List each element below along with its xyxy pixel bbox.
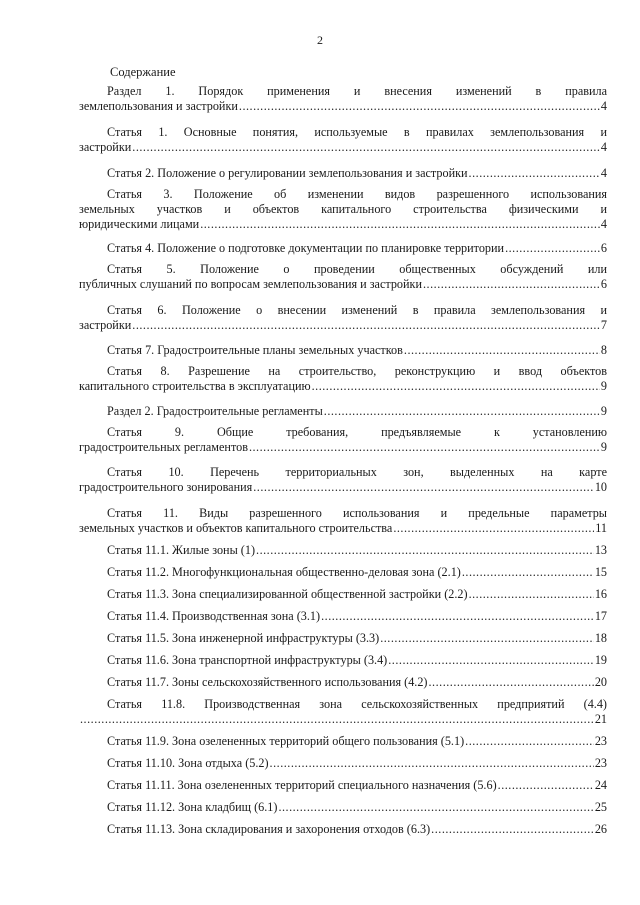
toc-entry-text: капитального строительства в эксплуатацию (79, 379, 311, 394)
dot-leader (256, 543, 594, 558)
toc-page-number: 19 (594, 653, 607, 667)
toc-title: Содержание (110, 65, 176, 79)
toc-page-number: 23 (594, 734, 607, 748)
toc-entry[interactable] (79, 262, 607, 292)
toc-page-number: 17 (594, 609, 607, 623)
toc-entry-text: Статья 11.1. Жилые зоны (1) (107, 543, 256, 557)
toc-entry[interactable] (79, 800, 607, 815)
toc-entry-text: Статья 11.5. Зона инженерной инфраструктуры (3.3) (107, 631, 380, 645)
toc-page-number: 26 (594, 822, 607, 836)
dot-leader (388, 653, 594, 668)
toc-page-number: 23 (594, 756, 607, 770)
toc-entry[interactable] (79, 609, 607, 624)
toc-page-number: 18 (594, 631, 607, 645)
dot-leader (380, 631, 594, 646)
toc-entry-text: Статья 11.3. Зона специализированной общественной застройки (2.2) (107, 587, 468, 601)
toc-entry-text: градостроительного зонирования (79, 480, 253, 495)
dot-leader (312, 379, 600, 394)
dot-leader (239, 99, 600, 114)
toc-page-number: 10 (594, 480, 607, 495)
toc-entry-text: Статья 11.7. Зоны сельскохозяйственного использования (4.2) (107, 675, 428, 689)
toc-entry-text: публичных слушаний по вопросам землепользования и застройки (79, 277, 422, 292)
toc-entry-text: Статья 3. Положение об изменении видов разрешенного использования (107, 187, 607, 201)
toc-entry-text: Статья 11.4. Производственная зона (3.1) (107, 609, 321, 623)
dot-leader (270, 756, 594, 771)
toc-page-number: 6 (600, 277, 607, 292)
toc-entry[interactable] (79, 822, 607, 837)
toc-page-number: 9 (600, 379, 607, 394)
page-number: 2 (317, 33, 323, 47)
toc-page-number: 11 (595, 521, 607, 536)
dot-leader (469, 166, 600, 181)
toc-entry-text: юридическими лицами (79, 217, 200, 232)
toc-entry[interactable] (79, 543, 607, 558)
toc-page-number: 13 (594, 543, 607, 557)
toc-entry[interactable] (79, 697, 607, 727)
toc-page-number: 24 (594, 778, 607, 792)
toc-page-number: 21 (594, 712, 607, 727)
toc-entry[interactable] (79, 506, 607, 536)
toc-entry-text: застройки (79, 318, 132, 333)
toc-entry-text: Статья 11.2. Многофункциональная общественно-деловая зона (2.1) (107, 565, 461, 579)
toc-entry-text: земельных участков и объектов капитального строительства физическими и (79, 202, 607, 217)
toc-entry[interactable] (79, 565, 607, 580)
dot-leader (278, 800, 593, 815)
toc-entry-text: земельных участков и объектов капитального строительства (79, 521, 393, 536)
toc-page-number: 25 (594, 800, 607, 814)
toc-entry[interactable] (79, 125, 607, 155)
toc-entry[interactable] (79, 778, 607, 793)
toc-entry-text: Статья 11.10. Зона отдыха (5.2) (107, 756, 269, 770)
toc-page-number: 4 (600, 217, 607, 232)
dot-leader (249, 440, 600, 455)
toc-page-number: 4 (600, 140, 607, 155)
toc-entry-text: Статья 11. Виды разрешенного использования и предельные параметры (107, 506, 607, 520)
toc-entry[interactable] (79, 675, 607, 690)
toc-entry[interactable] (79, 756, 607, 771)
toc-entry[interactable] (79, 404, 607, 419)
dot-leader (462, 565, 594, 580)
toc-entry[interactable] (79, 653, 607, 668)
toc-entry[interactable] (79, 465, 607, 495)
toc-page-number: 15 (594, 565, 607, 579)
dot-leader (431, 822, 594, 837)
toc-entry[interactable] (79, 364, 607, 394)
dot-leader (498, 778, 594, 793)
toc-entry-text: Статья 5. Положение о проведении общественных обсуждений или (107, 262, 607, 276)
toc-entry[interactable] (79, 303, 607, 333)
dot-leader (393, 521, 594, 536)
dot-leader (324, 404, 600, 419)
toc-page-number: 9 (600, 440, 607, 455)
toc-page-number: 20 (594, 675, 607, 689)
dot-leader (465, 734, 594, 749)
toc-entry-text: застройки (79, 140, 132, 155)
toc-entry[interactable] (79, 166, 607, 181)
toc-entry-text: Статья 11.13. Зона складирования и захоронения отходов (6.3) (107, 822, 431, 836)
dot-leader (423, 277, 600, 292)
dot-leader (132, 140, 600, 155)
toc-entry[interactable] (79, 343, 607, 358)
toc-entry[interactable] (79, 187, 607, 233)
dot-leader (321, 609, 594, 624)
toc-entry-text: Статья 11.9. Зона озелененных территорий общего пользования (5.1) (107, 734, 465, 748)
toc-entry-text: Статья 8. Разрешение на строительство, реконструкцию и ввод объектов (107, 364, 607, 378)
toc-entry-text: Раздел 1. Порядок применения и внесения изменений в правила (107, 84, 607, 98)
toc-page-number: 4 (600, 166, 607, 180)
dot-leader (253, 480, 594, 495)
dot-leader (132, 318, 600, 333)
toc-entry[interactable] (79, 84, 607, 114)
toc-page-number: 7 (600, 318, 607, 333)
toc-entry[interactable] (79, 241, 607, 256)
toc-entry-text: Статья 11.8. Производственная зона сельскохозяйственных предприятий (4.4) (107, 697, 607, 711)
toc-entry-text: Статья 9. Общие требования, предъявляемые к установлению (107, 425, 607, 439)
toc-entry-text: Статья 11.11. Зона озелененных территорий специального назначения (5.6) (107, 778, 497, 792)
toc-entry[interactable] (79, 587, 607, 602)
dot-leader (200, 217, 600, 232)
dot-leader (404, 343, 600, 358)
toc-entry-text: Статья 6. Положение о внесении изменений в правила землепользования и (107, 303, 607, 317)
toc-entry-text: Статья 10. Перечень территориальных зон, выделенных на карте (107, 465, 607, 479)
toc-entry[interactable] (79, 425, 607, 455)
toc-page-number: 16 (594, 587, 607, 601)
dot-leader (80, 712, 594, 727)
toc-entry-text: Статья 2. Положение о регулировании землепользования и застройки (107, 166, 468, 180)
toc-entry-text: Статья 4. Положение о подготовке документации по планировке территории (107, 241, 505, 255)
toc-entry[interactable] (79, 734, 607, 749)
toc-entry[interactable] (79, 631, 607, 646)
toc-entry-text: Статья 1. Основные понятия, используемые в правилах землепользования и (107, 125, 607, 139)
toc-entry-text: Статья 7. Градостроительные планы земельных участков (107, 343, 403, 357)
toc-entry-text: Статья 11.12. Зона кладбищ (6.1) (107, 800, 278, 814)
toc-entry-text: Статья 11.6. Зона транспортной инфраструктуры (3.4) (107, 653, 388, 667)
toc-page-number: 8 (600, 343, 607, 357)
toc-entry-text: градостроительных регламентов (79, 440, 248, 455)
toc-entry-text: землепользования и застройки (79, 99, 238, 114)
toc-page-number: 9 (600, 404, 607, 418)
toc-page-number: 4 (600, 99, 607, 114)
toc-entry-text: Раздел 2. Градостроительные регламенты (107, 404, 323, 418)
dot-leader (505, 241, 600, 256)
dot-leader (429, 675, 594, 690)
toc-page-number: 6 (600, 241, 607, 255)
dot-leader (469, 587, 594, 602)
